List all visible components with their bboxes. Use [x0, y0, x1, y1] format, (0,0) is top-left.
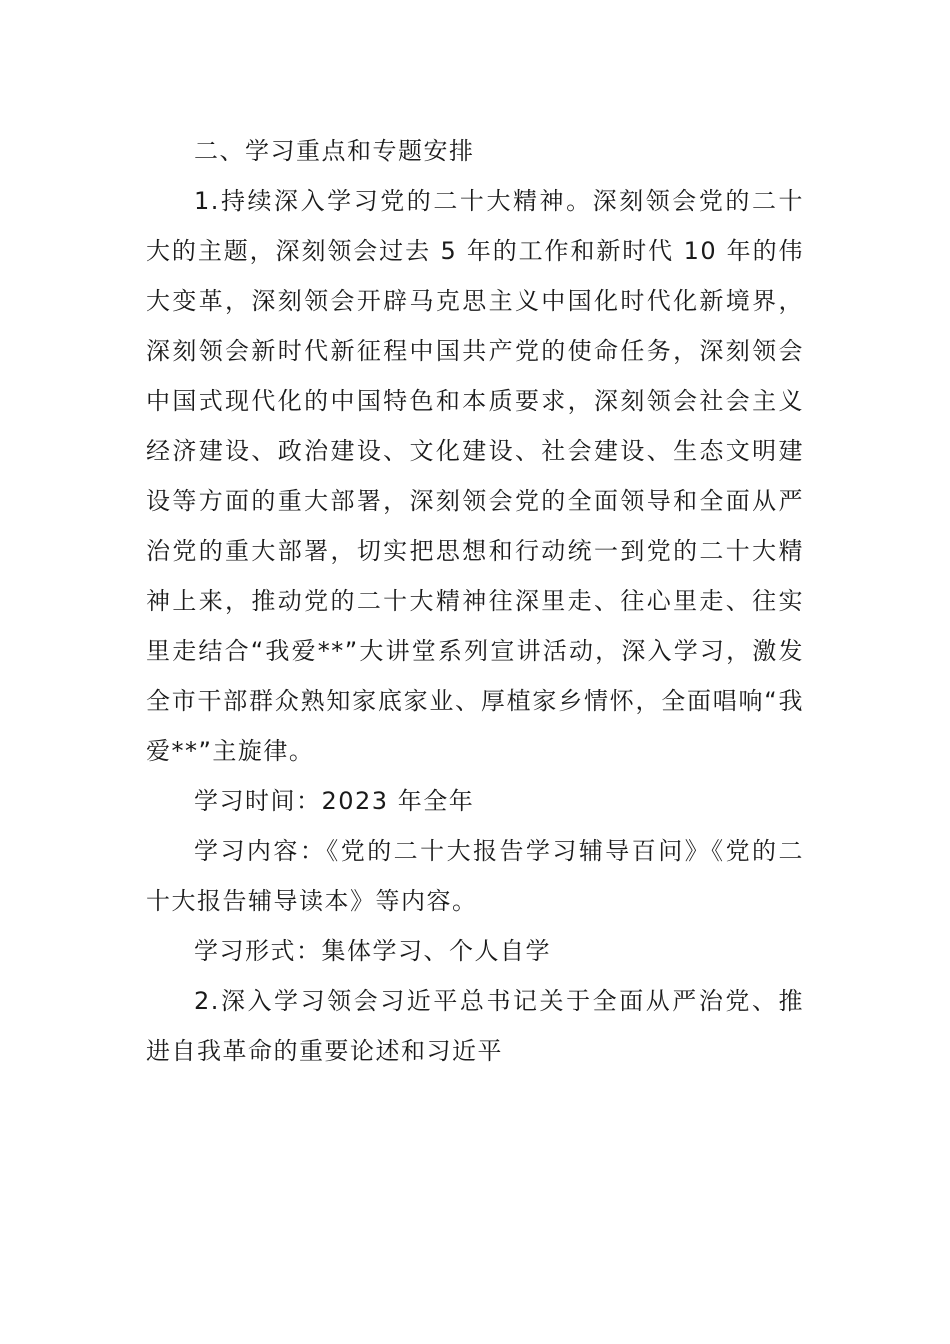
paragraph-study-spirit: 1.持续深入学习党的二十大精神。深刻领会党的二十大的主题，深刻领会过去 5 年的工作和新时代 10 年的伟大变革，深刻领会开辟马克思主义中国化时代化新境界，深刻领会新时代新征程中国共产党的使命任务，深刻领会中国式现代化的中国特色和本质要求，深刻领会社会主义经济建设、政治建设、文化建设、社会建设、生态文明建设等方面的重大部署，深刻领会党的全面领导和全面从严治党的重大部署，切实把思想和行动统一到党的二十大精神上来，推动党的二十大精神往深里走、往心里走、往实里走结合“我爱**”大讲堂系列宣讲活动，深入学习，激发全市干部群众熟知家底家业、厚植家乡情怀，全面唱响“我爱**”主旋律。 [146, 187, 804, 765]
section-heading: 二、学习重点和专题安排 [194, 137, 475, 165]
study-time: 学习时间：2023 年全年 [194, 787, 475, 815]
document-body [146, 126, 804, 1076]
paragraph-self-revolution: 2.深入学习领会习近平总书记关于全面从严治党、推进自我革命的重要论述和习近平 [146, 987, 804, 1065]
study-content: 学习内容：《党的二十大报告学习辅导百问》《党的二十大报告辅导读本》等内容。 [146, 837, 804, 915]
study-form: 学习形式：集体学习、个人自学 [194, 937, 551, 965]
